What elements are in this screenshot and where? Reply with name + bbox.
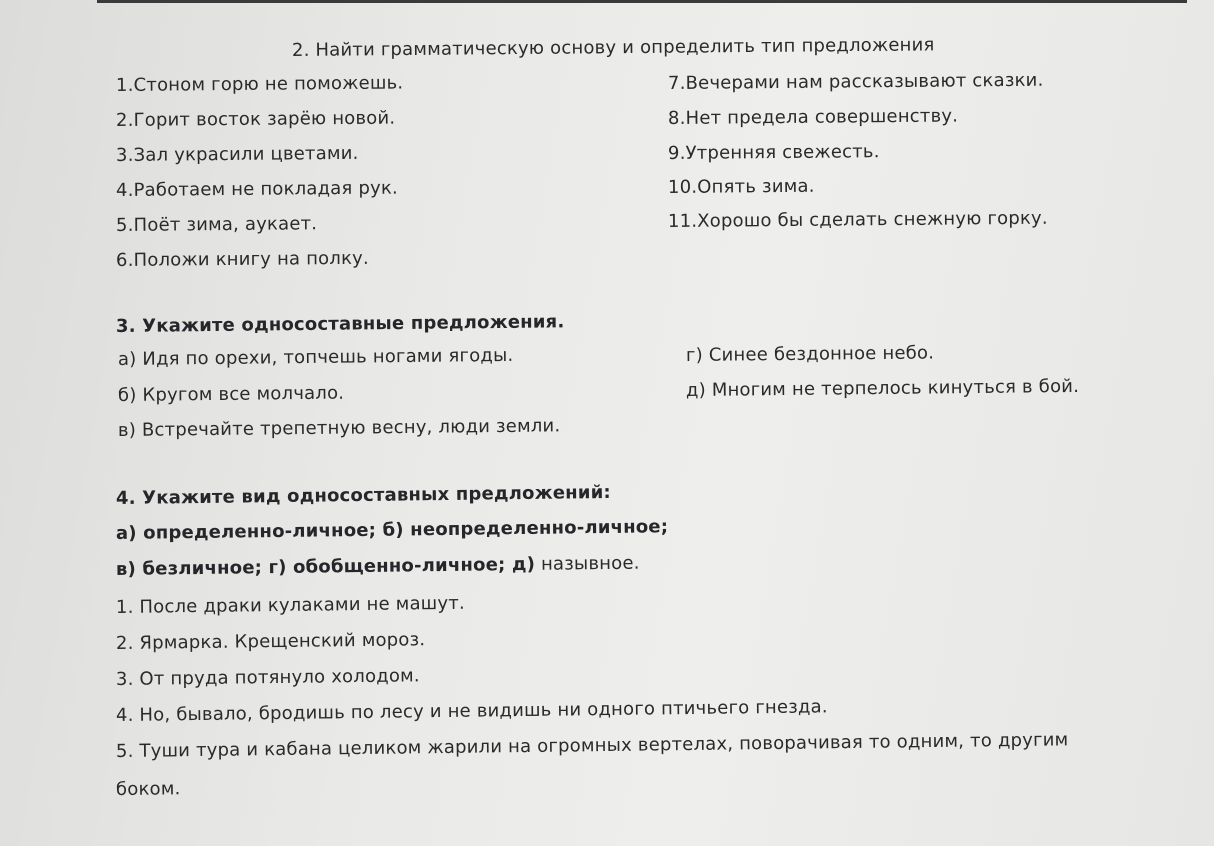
task2-left-item-3: 3.Зал украсили цветами. <box>115 142 359 166</box>
task3-left-item-b: б) Кругом все молчало. <box>117 382 345 406</box>
task2-right-item-9: 9.Утренняя свежесть. <box>667 141 880 164</box>
task4-options-line1: а) определенно-личное; б) неопределенно-личное; <box>115 516 669 544</box>
task4-title: 4. Укажите вид односоставных предложений: <box>115 481 611 509</box>
task2-title: 2. Найти грамматическую основу и определить тип предложения <box>291 34 935 61</box>
task4-item-4: 4. Но, бывало, бродишь по лесу и не видишь ни одного птичьего гнезда. <box>115 696 828 726</box>
task2-left-item-2: 2.Горит восток зарёю новой. <box>115 107 396 131</box>
task4-options-line2-rest: назывное. <box>534 552 640 575</box>
task4-item-5: 5. Туши тура и кабана целиком жарили на огромных вертелах, поворачивая то одним, то другим <box>115 729 1069 762</box>
task2-right-item-8: 8.Нет предела совершенству. <box>667 105 959 129</box>
task2-left-item-1: 1.Стоном горю не поможешь. <box>115 72 404 96</box>
task3-left-item-a: а) Идя по орехи, топчешь ногами ягоды. <box>117 344 514 370</box>
task2-left-item-4: 4.Работаем не покладая рук. <box>115 177 398 201</box>
task2-left-item-5: 5.Поёт зима, аукает. <box>115 213 318 236</box>
task4-item-5-continuation: боком. <box>115 778 181 800</box>
task4-item-3: 3. От пруда потянуло холодом. <box>115 665 420 690</box>
task2-right-item-11: 11.Хорошо бы сделать снежную горку. <box>667 207 1048 232</box>
task3-right-item-d: г) Синее бездонное небо. <box>685 342 935 366</box>
task2-right-item-10: 10.Опять зима. <box>667 175 815 198</box>
task3-right-item-e: д) Многим не терпелось кинуться в бой. <box>685 375 1080 401</box>
task3-left-item-c: в) Встречайте трепетную весну, люди земли. <box>117 415 561 441</box>
task4-options-line2 <box>116 553 640 581</box>
task3-title: 3. Укажите односоставные предложения. <box>115 311 565 337</box>
top-border-line <box>97 0 1187 3</box>
task4-item-1: 1. После драки кулаками не машут. <box>115 592 466 618</box>
task2-right-item-7: 7.Вечерами нам рассказывают сказки. <box>667 69 1044 94</box>
task4-options-line2-bold: в) безличное; г) обобщенно-личное; д) <box>115 553 536 580</box>
task2-left-item-6: 6.Положи книгу на полку. <box>115 247 369 271</box>
task4-item-2: 2. Ярмарка. Крещенский мороз. <box>115 629 426 654</box>
